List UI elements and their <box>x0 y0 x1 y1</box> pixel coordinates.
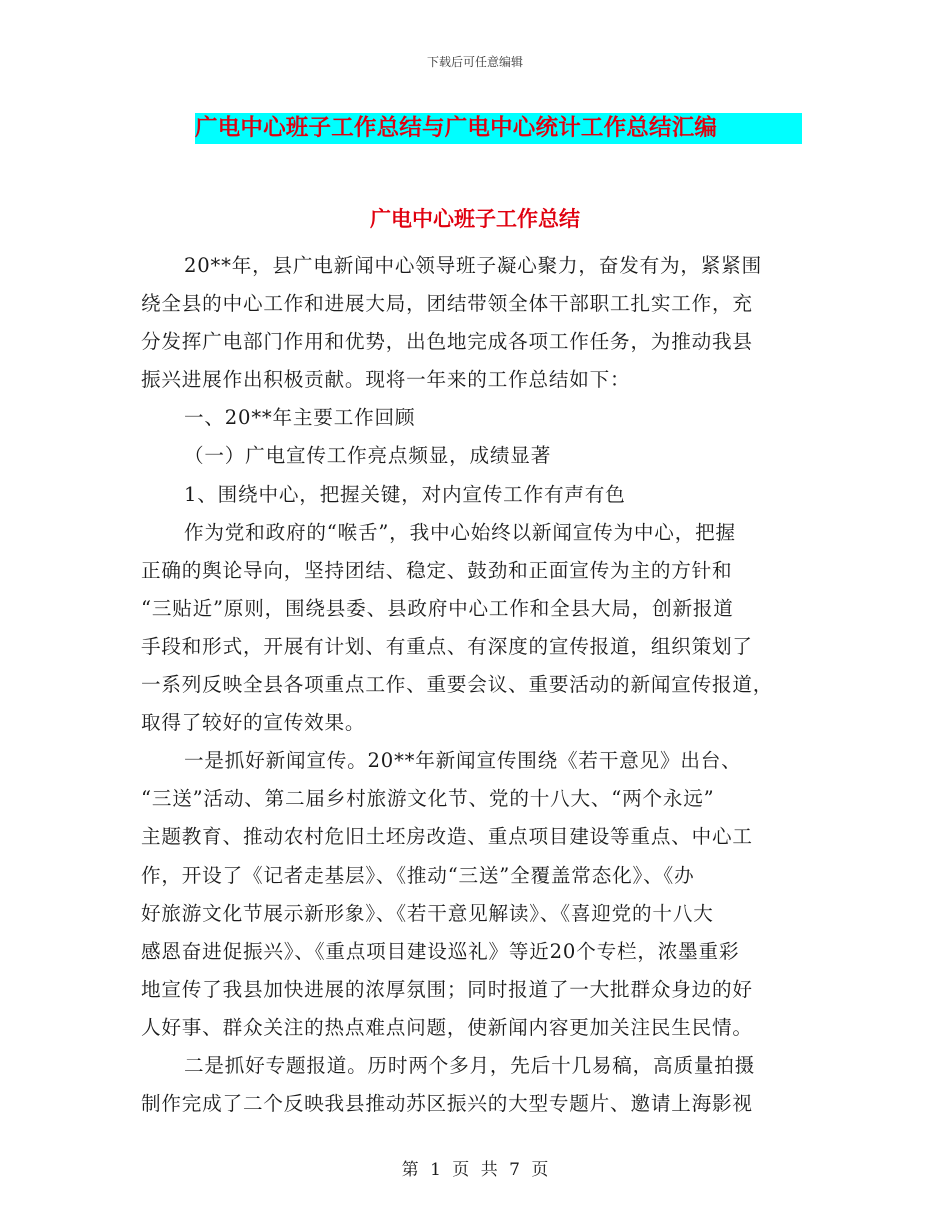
paragraph-line: 绕全县的中心工作和进展大局，团结带领全体干部职工扎实工作，充 <box>141 292 753 316</box>
paragraph-line: 分发挥广电部门作用和优势，出色地完成各项工作任务，为推动我县 <box>141 330 753 354</box>
paragraph-line: 取得了较好的宣传效果。 <box>141 711 366 735</box>
paragraph-line: 制作完成了二个反映我县推动苏区振兴的大型专题片、邀请上海影视 <box>141 1092 753 1116</box>
paragraph-line: 作为党和政府的“喉舌”，我中心始终以新闻宣传为中心，把握 <box>184 520 736 544</box>
paragraph-line: 一系列反映全县各项重点工作、重要会议、重要活动的新闻宣传报道， <box>141 673 774 697</box>
heading-line: 一、20**年主要工作回顾 <box>184 406 416 430</box>
paragraph-line: 一是抓好新闻宣传。20**年新闻宣传围绕《若干意见》出台、 <box>184 749 742 773</box>
section-title: 广电中心班子工作总结 <box>370 207 580 231</box>
page-footer: 第 1 页 共 7 页 <box>401 1160 549 1180</box>
paragraph-line: 手段和形式，开展有计划、有重点、有深度的宣传报道，组织策划了 <box>141 634 753 658</box>
header-note: 下载后可任意编辑 <box>426 55 523 69</box>
paragraph-line: 振兴进展作出积极贡献。现将一年来的工作总结如下： <box>141 368 631 392</box>
heading-line: （一）广电宣传工作亮点频显，成绩显著 <box>184 444 552 468</box>
body-text <box>141 247 811 1123</box>
paragraph-line: “三贴近”原则，围绕县委、县政府中心工作和全县大局，创新报道 <box>141 596 734 620</box>
paragraph-line: 人好事、群众关注的热点难点问题，使新闻内容更加关注民生民情。 <box>141 1015 753 1039</box>
paragraph-line: “三送”活动、第二届乡村旅游文化节、党的十八大、“两个永远” <box>141 787 715 811</box>
paragraph-line: 作，开设了《记者走基层》、《推动“三送”全覆盖常态化》、《办 <box>141 863 695 887</box>
paragraph-line: 二是抓好专题报道。历时两个多月，先后十几易稿，高质量拍摄 <box>184 1053 756 1077</box>
paragraph-line: 感恩奋进促振兴》、《重点项目建设巡礼》等近20个专栏，浓墨重彩 <box>141 939 740 963</box>
paragraph-line: 正确的舆论导向，坚持团结、稳定、鼓劲和正面宣传为主的方针和 <box>141 558 733 582</box>
heading-line: 1、围绕中心，把握关键，对内宣传工作有声有色 <box>184 482 626 506</box>
paragraph-line: 地宣传了我县加快进展的浓厚氛围；同时报道了一大批群众身边的好 <box>141 977 753 1001</box>
document-title: 广电中心班子工作总结与广电中心统计工作总结汇编 <box>195 115 718 141</box>
paragraph-line: 主题教育、推动农村危旧土坯房改造、重点项目建设等重点、中心工 <box>141 825 753 849</box>
paragraph-line: 好旅游文化节展示新形象》、《若干意见解读》、《喜迎党的十八大 <box>141 901 714 925</box>
paragraph-line: 20**年，县广电新闻中心领导班子凝心聚力，奋发有为，紧紧围 <box>184 254 762 277</box>
